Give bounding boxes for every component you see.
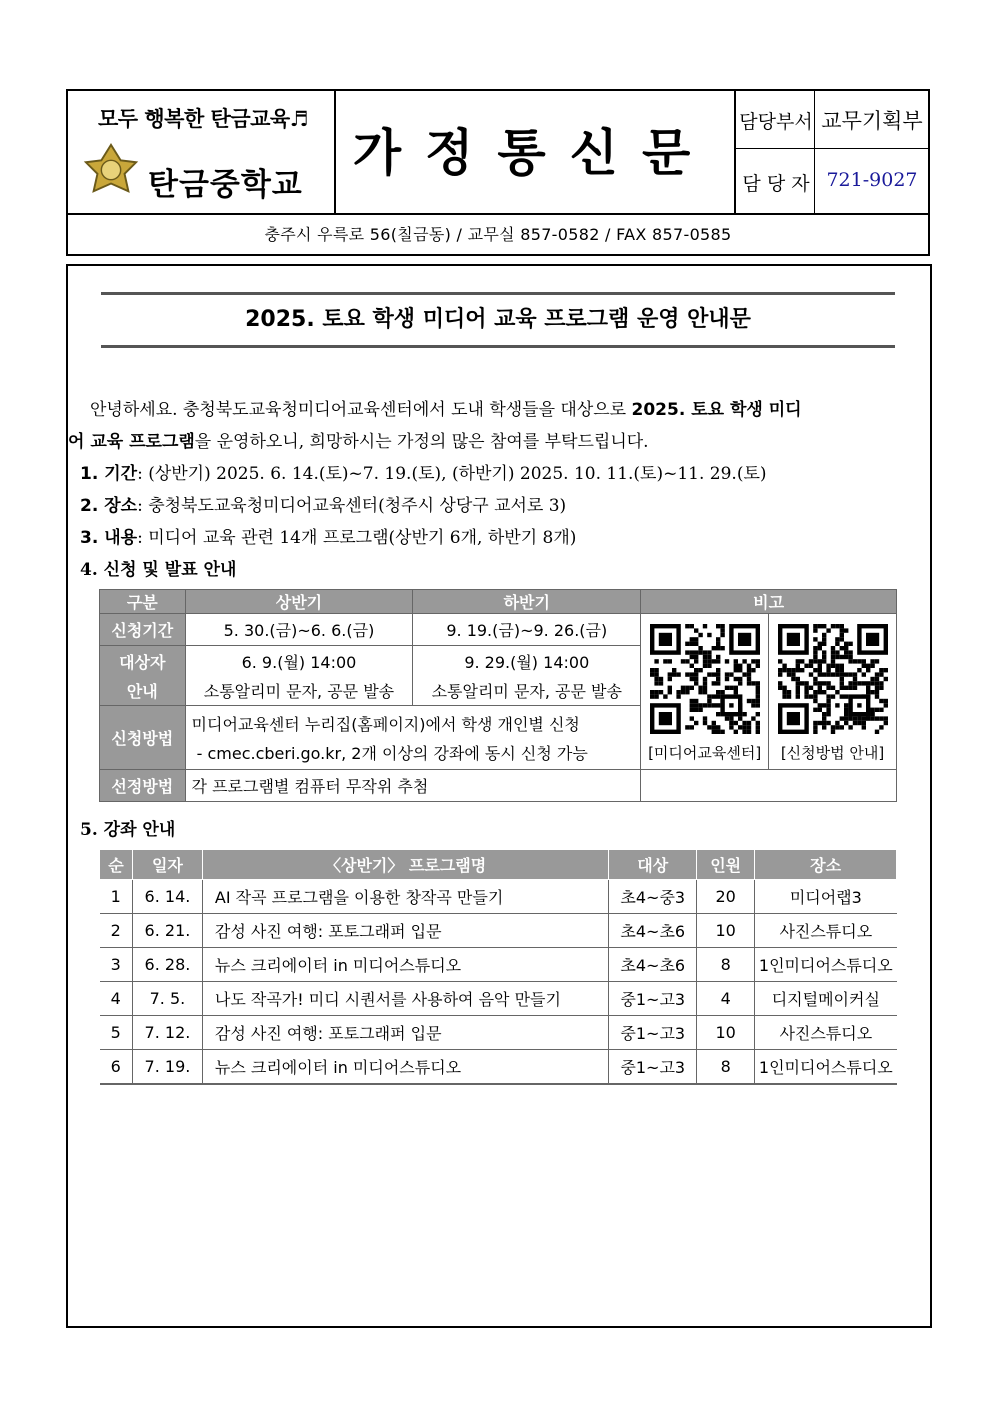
intro-line-1: 안녕하세요. 충청북도교육청미디어교육센터에서 도내 학생들을 대상으로 2025. 토요 학생 미디 [90,400,802,420]
table-cell: 뉴스 크리에이터 in 미디어스튜디오 [202,1050,608,1085]
table-cell: 6. 14. [132,880,202,914]
item-content: 3. 내용: 미디어 교육 관련 14개 프로그램(상반기 6개, 하반기 8개) [80,528,577,548]
table-row [100,1016,897,1050]
notice-title-bar [101,292,895,348]
table-row [100,1050,897,1085]
cell: 9. 19.(금)~9. 26.(금) [413,614,641,646]
table-cell: 20 [697,880,755,914]
courses-table [99,849,897,1085]
table-cell: 10 [697,1016,755,1050]
table-row [100,982,897,1016]
table-cell: 6. 28. [132,948,202,982]
table-cell: 6 [100,1050,133,1085]
qr-code-icon[interactable] [778,624,888,734]
table-cell: 중1~고3 [609,1016,697,1050]
table-cell: 미디어랩3 [755,880,897,914]
table-cell: 4 [100,982,133,1016]
cell: 6. 9.(월) 14:00 소통알리미 문자, 공문 발송 [185,646,413,706]
section-courses-heading: 5. 강좌 안내 [80,820,176,840]
table-cell: 1인미디어스튜디오 [755,1050,897,1085]
qr-cell [769,614,897,770]
row-label: 선정방법 [100,770,186,802]
cell: 미디어교육센터 누리집(홈페이지)에서 학생 개인별 신청 - cmec.cberi.go.kr, 2개 이상의 강좌에 동시 신청 가능 [185,706,641,770]
apply-schedule-table [99,589,897,802]
table-row [100,914,897,948]
table-cell: 10 [697,914,755,948]
qr-caption: [신청방법 안내] [780,744,885,762]
table-cell: 2 [100,914,133,948]
col-header: 인원 [697,850,755,880]
newsletter-header [66,89,930,256]
table-cell: 7. 12. [132,1016,202,1050]
table-cell: 5 [100,1016,133,1050]
school-slogan: 모두 행복한 탄금교육♬ [98,107,309,131]
section-apply-heading: 4. 신청 및 발표 안내 [80,560,237,580]
qr-code-icon[interactable] [650,624,760,734]
col-header: 장소 [755,850,897,880]
item-place: 2. 장소: 충청북도교육청미디어교육센터(청주시 상당구 교서로 3) [80,496,567,516]
table-cell: 7. 5. [132,982,202,1016]
table-cell: 8 [697,1050,755,1085]
col-header: 하반기 [413,590,641,614]
col-header: 대상 [609,850,697,880]
cell: 각 프로그램별 컴퓨터 무작위 추첨 [185,770,641,802]
table-cell: 1 [100,880,133,914]
row-label: 신청기간 [100,614,186,646]
cell: 5. 30.(금)~6. 6.(금) [185,614,413,646]
table-cell: 감성 사진 여행: 포토그래퍼 입문 [202,1016,608,1050]
table-cell: 중1~고3 [609,982,697,1016]
table-cell: 초4~초6 [609,948,697,982]
table-cell: AI 작곡 프로그램을 이용한 창작곡 만들기 [202,880,608,914]
table-cell: 뉴스 크리에이터 in 미디어스튜디오 [202,948,608,982]
person-phone: 721-9027 [826,169,918,191]
table-cell: 디지털메이커실 [755,982,897,1016]
col-header: 비고 [641,590,897,614]
school-address: 충주시 우륵로 56(칠금동) / 교무실 857-0582 / FAX 857-0585 [264,225,732,244]
row-label: 신청방법 [100,706,186,770]
notice-title: 2025. 토요 학생 미디어 교육 프로그램 운영 안내문 [245,307,751,332]
col-header: 일자 [132,850,202,880]
dept-value: 교무기획부 [821,109,923,133]
cell [641,770,897,802]
table-cell: 초4~중3 [609,880,697,914]
table-cell: 중1~고3 [609,1050,697,1085]
qr-cell [641,614,769,770]
row-label: 대상자 안내 [100,646,186,706]
col-header: 순 [100,850,133,880]
table-cell: 사진스튜디오 [755,1016,897,1050]
table-row [100,948,897,982]
table-cell: 7. 19. [132,1050,202,1085]
table-cell: 8 [697,948,755,982]
qr-caption: [미디어교육센터] [648,744,762,762]
table-cell: 나도 작곡가! 미디 시퀀서를 사용하여 음악 만들기 [202,982,608,1016]
school-name: 탄금중학교 [148,167,303,203]
table-cell: 4 [697,982,755,1016]
intro-line-2: 어 교육 프로그램을 운영하오니, 희망하시는 가정의 많은 참여를 부탁드립니다. [68,432,649,452]
table-cell: 3 [100,948,133,982]
item-period: 1. 기간: (상반기) 2025. 6. 14.(토)~7. 19.(토), (하반기) 2025. 10. 11.(토)~11. 29.(토) [80,464,767,484]
table-cell: 6. 21. [132,914,202,948]
newsletter-title: 가정통신문 [352,123,715,182]
col-header: 〈상반기〉 프로그램명 [202,850,608,880]
person-label: 담 당 자 [742,173,810,195]
cell: 9. 29.(월) 14:00 소통알리미 문자, 공문 발송 [413,646,641,706]
col-header: 상반기 [185,590,413,614]
table-row [100,880,897,914]
table-cell: 사진스튜디오 [755,914,897,948]
dept-label: 담당부서 [739,111,813,133]
school-emblem-icon [82,141,140,199]
table-cell: 1인미디어스튜디오 [755,948,897,982]
table-cell: 초4~초6 [609,914,697,948]
table-cell: 감성 사진 여행: 포토그래퍼 입문 [202,914,608,948]
col-header: 구분 [100,590,186,614]
